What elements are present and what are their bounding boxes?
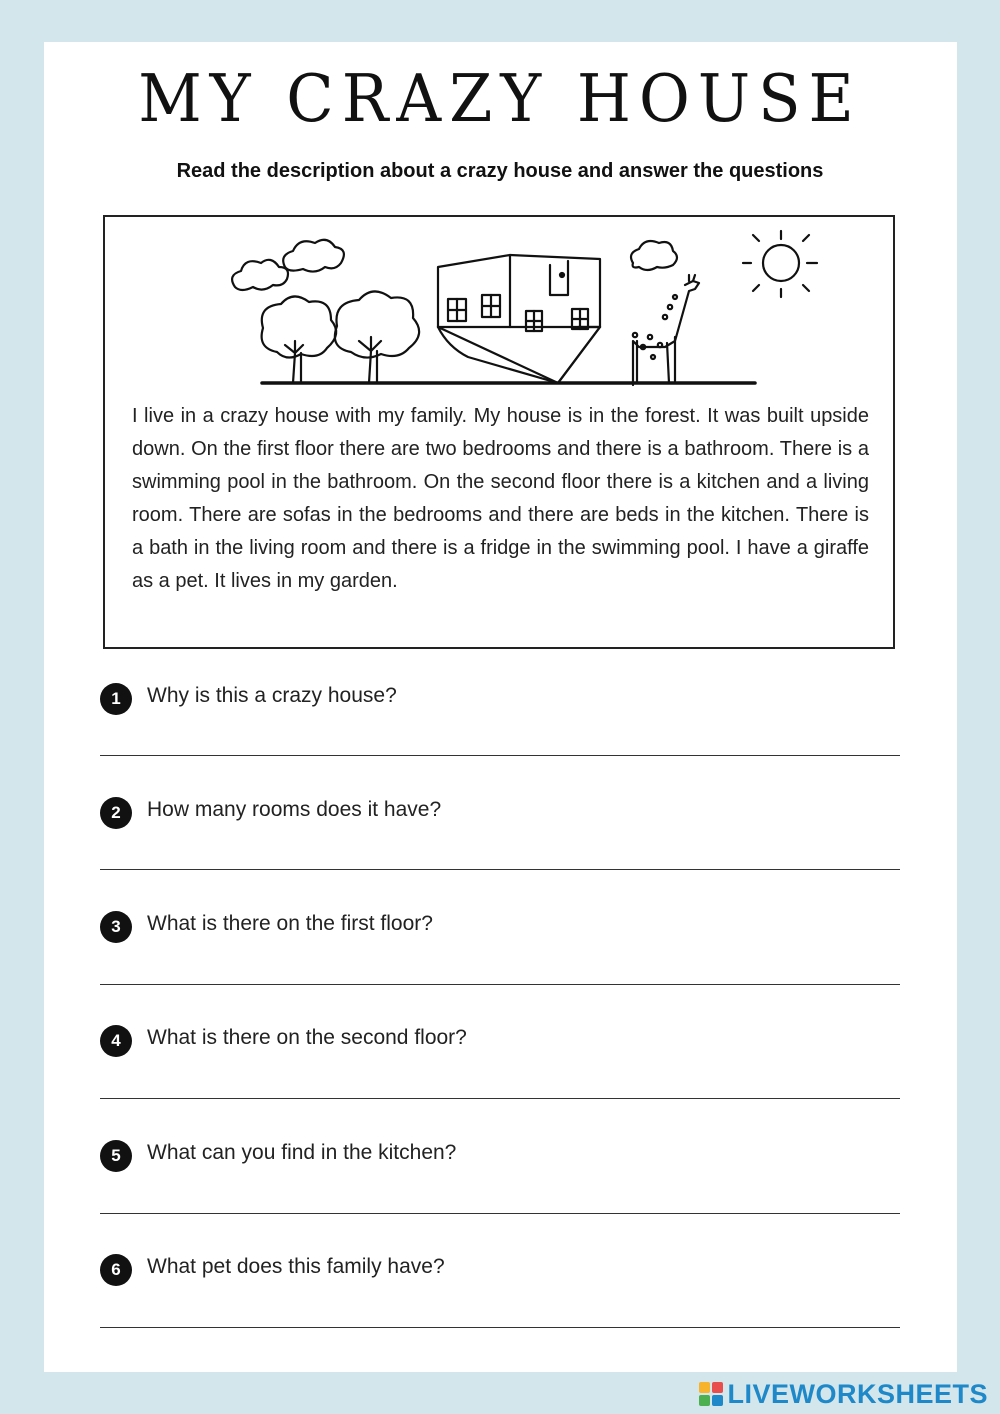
answer-line-5[interactable]: [100, 1213, 900, 1214]
question-text: What can you find in the kitchen?: [147, 1141, 457, 1164]
worksheet-instruction: Read the description about a crazy house and answer the questions: [176, 160, 824, 182]
reading-passage: I live in a crazy house with my family. My house is in the forest. It was built upside down. On the first floor there are two bedrooms and there is a bathroom. There is a swimming pool in the bathroom. On the second floor there is a kitchen and a living room. There are sofas in the bedrooms and there are beds in the kitchen. There is a bath in the living room and there is a fridge in the swimming pool. I have a giraffe as a pet. It lives in my garden.: [132, 405, 869, 592]
question-item: [100, 683, 900, 723]
question-text: Why is this a crazy house?: [147, 684, 397, 707]
question-number-badge: 5: [100, 1140, 132, 1172]
question-text: What pet does this family have?: [147, 1255, 445, 1278]
question-number-badge: 6: [100, 1254, 132, 1286]
answer-line-4[interactable]: [100, 1098, 900, 1099]
brand-name: LIVEWORKSHEETS: [727, 1378, 988, 1409]
question-number-badge: 1: [100, 683, 132, 715]
answer-line-6[interactable]: [100, 1327, 900, 1328]
answer-line-1[interactable]: [100, 755, 900, 756]
upside-down-house-scene-icon: [105, 217, 892, 397]
question-item: [100, 1025, 900, 1065]
liveworksheets-logo-icon: [699, 1382, 723, 1406]
question-item: [100, 1140, 900, 1180]
worksheet-title: MY CRAZY HOUSE: [138, 60, 862, 137]
answer-line-2[interactable]: [100, 869, 900, 870]
liveworksheets-brand[interactable]: [699, 1380, 988, 1408]
question-item: [100, 1254, 900, 1294]
question-text: How many rooms does it have?: [147, 798, 442, 821]
question-text: What is there on the first floor?: [147, 912, 433, 935]
question-item: [100, 911, 900, 951]
question-number-badge: 3: [100, 911, 132, 943]
question-item: [100, 797, 900, 837]
question-text: What is there on the second floor?: [147, 1026, 467, 1049]
question-number-badge: 4: [100, 1025, 132, 1057]
answer-line-3[interactable]: [100, 984, 900, 985]
question-number-badge: 2: [100, 797, 132, 829]
reading-box: [103, 215, 895, 649]
